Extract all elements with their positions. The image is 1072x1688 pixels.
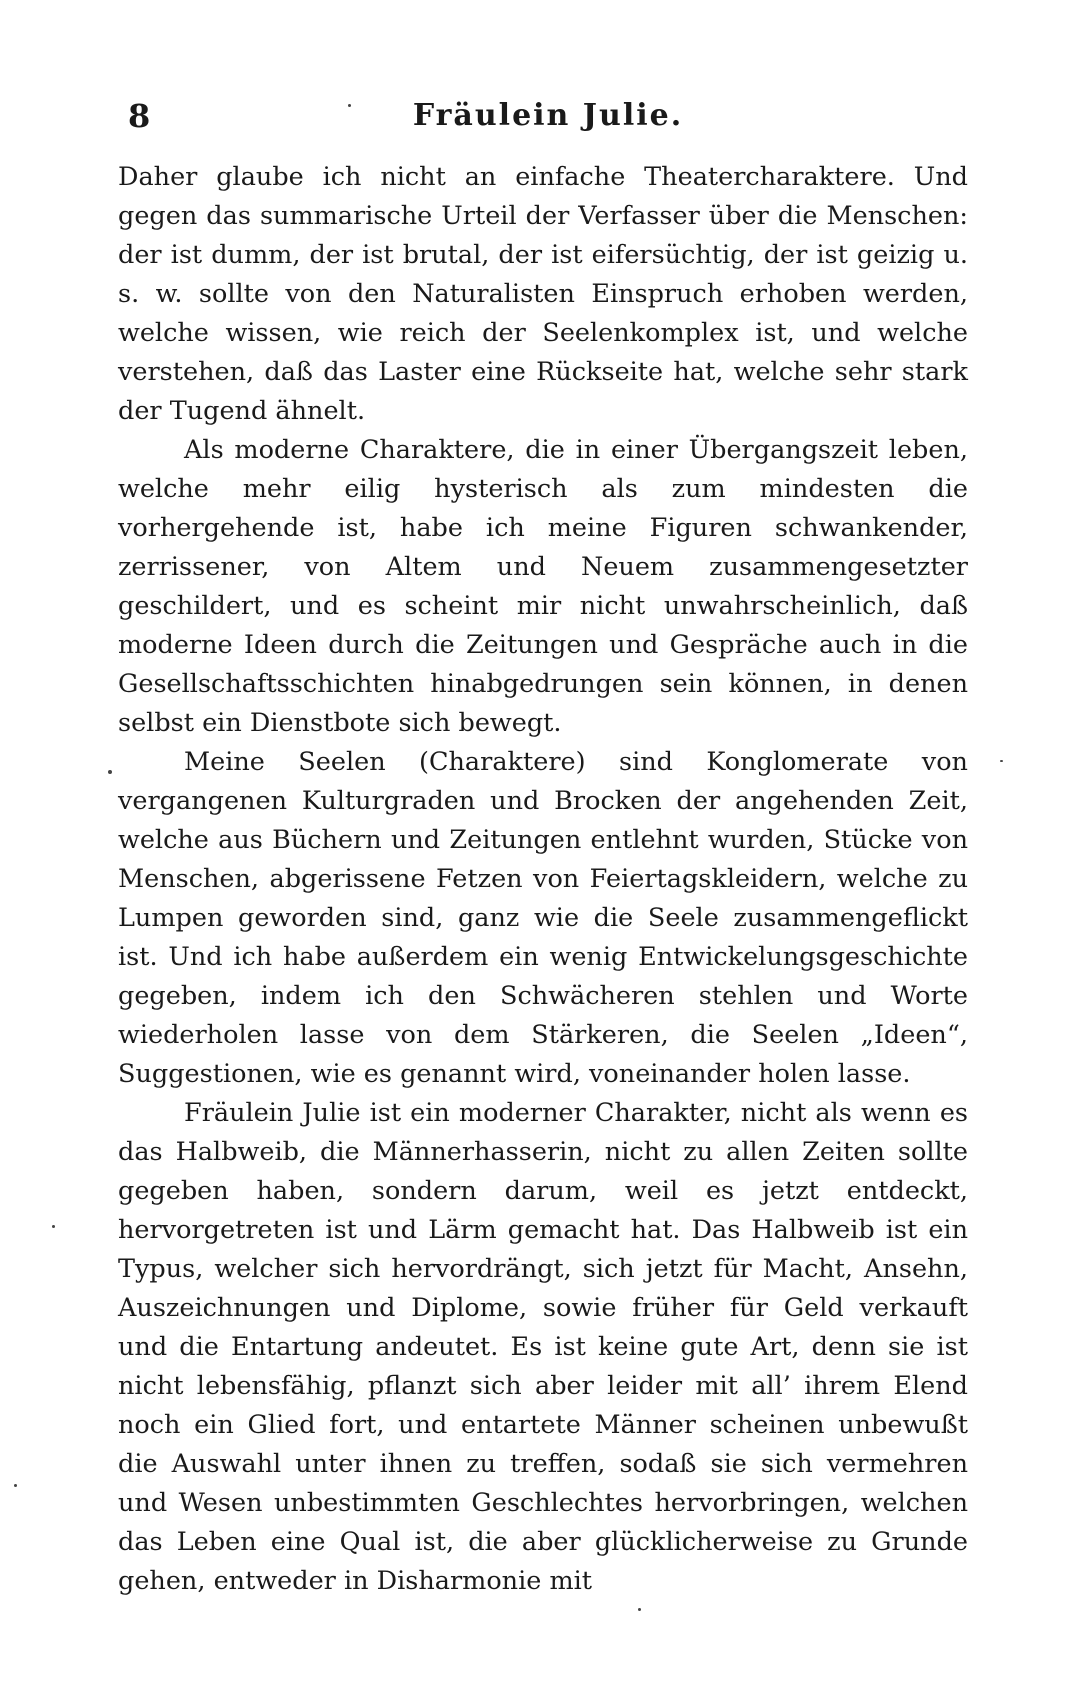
scan-speck	[638, 1608, 641, 1611]
body-text	[118, 158, 968, 1601]
paragraph-2: Als moderne Charaktere, die in einer Übergangszeit leben, welche mehr eilig hysterisch als zum mindesten die vorhergehende ist, habe ich meine Figuren schwankender, zerrissener, von Altem und Neuem zusammengesetzter geschildert, und es scheint mir nicht unwahrscheinlich, daß moderne Ideen durch die Zeitungen und Gespräche auch in die Gesellschaftsschichten hinabgedrungen sein können, in denen selbst ein Dienstbote sich bewegt.	[118, 435, 968, 738]
paragraph-3: Meine Seelen (Charaktere) sind Konglomerate von vergangenen Kulturgraden und Brocken der angehenden Zeit, welche aus Büchern und Zeitungen entlehnt wurden, Stücke von Menschen, abgerissene Fetzen von Feiertagskleidern, welche zu Lumpen geworden sind, ganz wie die Seele zusammengeflickt ist. Und ich habe außerdem ein wenig Entwickelungsgeschichte gegeben, indem ich den Schwächeren stehlen und Worte wiederholen lasse von dem Stärkeren, die Seelen „Ideen“, Suggestionen, wie es genannt wird, voneinander holen lasse.	[118, 747, 968, 1089]
paragraph-1: Daher glaube ich nicht an einfache Theatercharaktere. Und gegen das summarische Urteil der Verfasser über die Menschen: der ist dumm, der ist brutal, der ist eifersüchtig, der ist geizig u. s. w. sollte von den Naturalisten Einspruch erhoben werden, welche wissen, wie reich der Seelenkomplex ist, und welche verstehen, daß das Laster eine Rückseite hat, welche sehr stark der Tugend ähnelt.	[118, 162, 968, 426]
scan-speck	[108, 770, 112, 774]
scan-speck	[52, 1225, 55, 1228]
scan-speck	[348, 104, 351, 107]
page-number: 8	[128, 97, 151, 135]
scan-speck	[14, 1484, 17, 1487]
paragraph-4: Fräulein Julie ist ein moderner Charakter, nicht als wenn es das Halbweib, die Männerhasserin, nicht zu allen Zeiten sollte gegeben haben, sondern darum, weil es jetzt entdeckt, hervorgetreten ist und Lärm gemacht hat. Das Halbweib ist ein Typus, welcher sich hervordrängt, sich jetzt für Macht, Ansehn, Auszeichnungen und Diplome, sowie früher für Geld verkauft und die Entartung andeutet. Es ist keine gute Art, denn sie ist nicht lebensfähig, pflanzt sich aber leider mit all’ ihrem Elend noch ein Glied fort, und entartete Männer scheinen unbewußt die Auswahl unter ihnen zu treffen, sodaß sie sich vermehren und Wesen unbestimmten Geschlechtes hervorbringen, welchen das Leben eine Qual ist, die aber glücklicherweise zu Grunde gehen, entweder in Disharmonie mit	[118, 1098, 968, 1596]
page-header	[128, 92, 968, 140]
running-title: Fräulein Julie.	[412, 98, 684, 133]
scan-speck	[1000, 760, 1003, 762]
